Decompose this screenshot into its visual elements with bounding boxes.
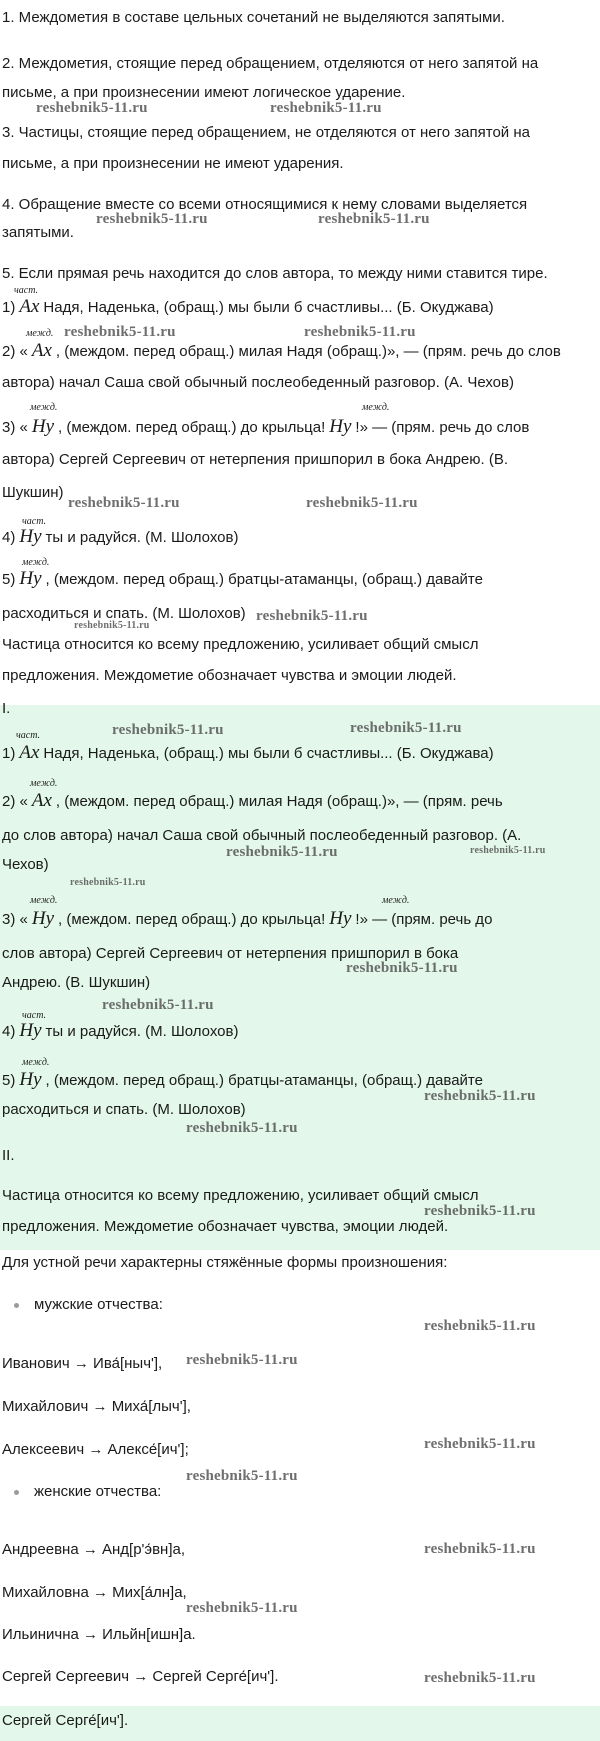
- watermark: reshebnik5-11.ru: [270, 100, 382, 116]
- watermark: reshebnik5-11.ru: [424, 1318, 536, 1334]
- watermark: reshebnik5-11.ru: [70, 877, 146, 888]
- rule-5: 5. Если прямая речь находится до слов автора, то между ними ставится тире.: [2, 265, 548, 282]
- bullet-icon: [14, 1303, 19, 1308]
- answer-example-4: 4) Ну ты и радуйся. (М. Шолохов): [2, 1020, 239, 1041]
- sergey-line: Сергей Сергеевич → Сергей Серге́[ич'].: [2, 1668, 279, 1685]
- tag-mezhd: межд.: [26, 328, 54, 339]
- rule-4-line2: запятыми.: [2, 224, 74, 241]
- tag-mezhd: межд.: [22, 557, 50, 568]
- example-3-line3: Шукшин): [2, 484, 64, 501]
- female-item-3: Ильинична → Ильйн[ишн]а.: [2, 1626, 196, 1643]
- answer-example-2-line2: до слов автора) начал Саша свой обычный послеобеденный разговор. (А.: [2, 827, 522, 844]
- rule-3-line2: письме, а при произнесении не имеют ударения.: [2, 155, 344, 172]
- example-2-line1: 2) « Ах , (междом. перед обращ.) милая Надя (обращ.)», — (прям. речь до слов: [2, 340, 561, 361]
- example-4: 4) Ну ты и радуйся. (М. Шолохов): [2, 526, 239, 547]
- rule-1: 1. Междометия в составе цельных сочетаний не выделяются запятыми.: [2, 9, 505, 26]
- watermark: reshebnik5-11.ru: [424, 1541, 536, 1557]
- watermark: reshebnik5-11.ru: [186, 1600, 298, 1616]
- tag-mezhd: межд.: [30, 895, 58, 906]
- example-1: 1) Ах Надя, Наденька, (обращ.) мы были б счастливы... (Б. Окуджава): [2, 296, 494, 317]
- example-2-line2: автора) начал Саша свой обычный послеобеденный разговор. (А. Чехов): [2, 374, 514, 391]
- watermark: reshebnik5-11.ru: [64, 324, 176, 340]
- watermark: reshebnik5-11.ru: [186, 1468, 298, 1484]
- watermark: reshebnik5-11.ru: [424, 1203, 536, 1219]
- female-title: женские отчества:: [34, 1483, 162, 1500]
- rule-2-line1: 2. Междометия, стоящие перед обращением, отделяются от него запятой на: [2, 55, 539, 72]
- section-roman-1: I.: [2, 700, 11, 717]
- tag-chast: част.: [16, 730, 41, 741]
- watermark: reshebnik5-11.ru: [74, 620, 150, 631]
- example-3-line1: 3) « Ну , (междом. перед обращ.) до крыльца! Ну !» — (прям. речь до слов: [2, 416, 530, 437]
- answer-conclusion-line2: предложения. Междометие обозначает чувства, эмоции людей.: [2, 1218, 449, 1235]
- rule-4-line1: 4. Обращение вместе со всеми относящимися к нему словами выделяется: [2, 196, 528, 213]
- tag-mezhd: межд.: [30, 402, 58, 413]
- tag-mezhd: межд.: [382, 895, 410, 906]
- speech-intro: Для устной речи характерны стяжённые формы произношения:: [2, 1254, 448, 1271]
- watermark: reshebnik5-11.ru: [424, 1088, 536, 1104]
- male-item-3: Алексеевич → Алексе́[ич'];: [2, 1441, 189, 1458]
- male-title: мужские отчества:: [34, 1296, 163, 1313]
- watermark: reshebnik5-11.ru: [470, 845, 546, 856]
- watermark: reshebnik5-11.ru: [68, 495, 180, 511]
- watermark: reshebnik5-11.ru: [256, 608, 368, 624]
- final-answer: Сергей Серге́[ич'].: [2, 1712, 129, 1729]
- watermark: reshebnik5-11.ru: [346, 960, 458, 976]
- rule-3-line1: 3. Частицы, стоящие перед обращением, не отделяются от него запятой на: [2, 124, 530, 141]
- watermark: reshebnik5-11.ru: [112, 722, 224, 738]
- answer-example-2-line1: 2) « Ах , (междом. перед обращ.) милая Надя (обращ.)», — (прям. речь: [2, 790, 503, 811]
- answer-example-3-line1: 3) « Ну , (междом. перед обращ.) до крыльца! Ну !» — (прям. речь до: [2, 908, 493, 929]
- example-3-line2: автора) Сергей Сергеевич от нетерпения пришпорил в бока Андрею. (В.: [2, 451, 509, 468]
- tag-mezhd: межд.: [22, 1057, 50, 1068]
- watermark: reshebnik5-11.ru: [186, 1120, 298, 1136]
- watermark: reshebnik5-11.ru: [304, 324, 416, 340]
- tag-mezhd: межд.: [362, 402, 390, 413]
- watermark: reshebnik5-11.ru: [226, 844, 338, 860]
- male-item-1: Иванович → Ива́[ныч'],: [2, 1355, 163, 1372]
- example-5-line2: расходиться и спать. (М. Шолохов): [2, 605, 246, 622]
- answer-example-3-line2: слов автора) Сергей Сергеевич от нетерпения пришпорил в бока: [2, 945, 459, 962]
- tag-chast: част.: [22, 516, 47, 527]
- rule-2-line2: письме, а при произнесении имеют логическое ударение.: [2, 84, 406, 101]
- watermark: reshebnik5-11.ru: [102, 997, 214, 1013]
- answer-example-5-line2: расходиться и спать. (М. Шолохов): [2, 1101, 246, 1118]
- answer-example-5-line1: 5) Ну , (междом. перед обращ.) братцы-атаманцы, (обращ.) давайте: [2, 1069, 483, 1090]
- watermark: reshebnik5-11.ru: [424, 1670, 536, 1686]
- watermark: reshebnik5-11.ru: [424, 1436, 536, 1452]
- answer-example-2-line3: Чехов): [2, 856, 49, 873]
- conclusion-line2: предложения. Междометие обозначает чувства и эмоции людей.: [2, 667, 457, 684]
- watermark: reshebnik5-11.ru: [350, 720, 462, 736]
- tag-mezhd: межд.: [30, 778, 58, 789]
- section-roman-2: II.: [2, 1147, 15, 1164]
- watermark: reshebnik5-11.ru: [318, 211, 430, 227]
- watermark: reshebnik5-11.ru: [306, 495, 418, 511]
- tag-chast: част.: [14, 285, 39, 296]
- watermark: reshebnik5-11.ru: [186, 1352, 298, 1368]
- tag-chast: част.: [22, 1010, 47, 1021]
- answer-conclusion-line1: Частица относится ко всему предложению, усиливает общий смысл: [2, 1187, 479, 1204]
- answer-example-1: 1) Ах Надя, Наденька, (обращ.) мы были б счастливы... (Б. Окуджава): [2, 742, 494, 763]
- female-item-1: Андреевна → Анд[р'э́вн]а,: [2, 1541, 185, 1558]
- bullet-icon: [14, 1490, 19, 1495]
- answer-example-3-line3: Андрею. (В. Шукшин): [2, 974, 151, 991]
- watermark: reshebnik5-11.ru: [36, 100, 148, 116]
- watermark: reshebnik5-11.ru: [96, 211, 208, 227]
- conclusion-line1: Частица относится ко всему предложению, усиливает общий смысл: [2, 636, 479, 653]
- example-5-line1: 5) Ну , (междом. перед обращ.) братцы-атаманцы, (обращ.) давайте: [2, 568, 483, 589]
- male-item-2: Михайлович → Миха́[лыч'],: [2, 1398, 191, 1415]
- female-item-2: Михайловна → Мих[а́лн]а,: [2, 1584, 187, 1601]
